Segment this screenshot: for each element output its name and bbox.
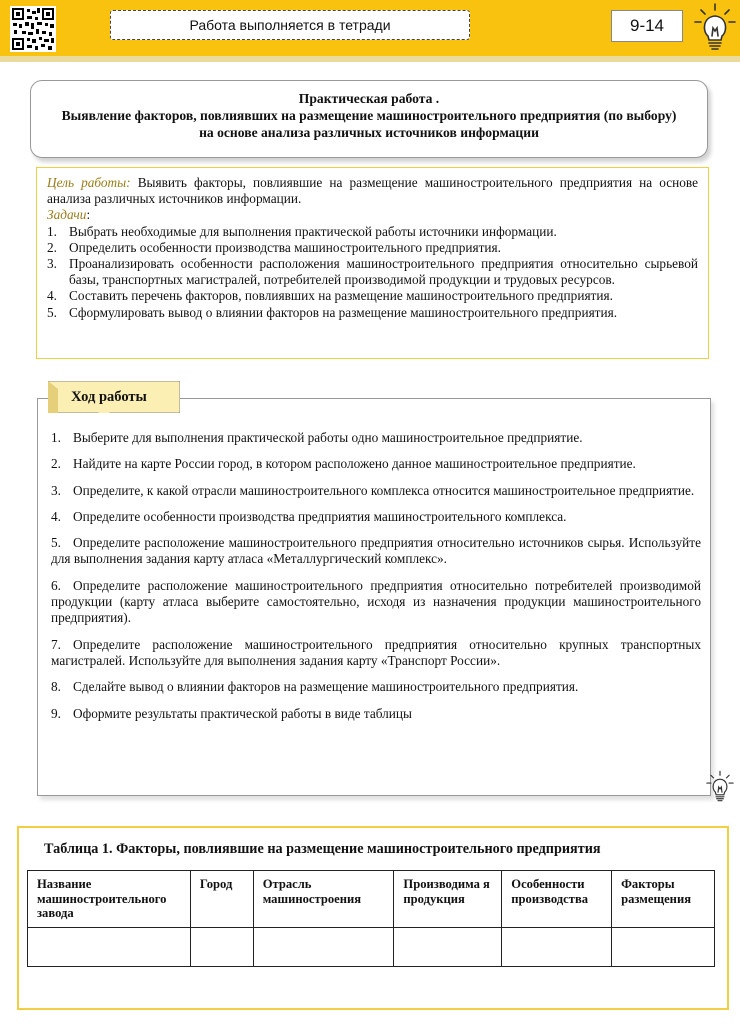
list-item bbox=[47, 224, 698, 240]
step-text: Определите расположение машиностроительного предприятия относительно крупных транспортных магистралей. Используйте для выполнения задания карту «Транспорт России». bbox=[51, 636, 701, 668]
list-item bbox=[51, 509, 701, 525]
column-header: Отрасль машиностроения bbox=[253, 871, 394, 928]
table-title: Таблица 1. Факторы, повлиявшие на размещение машиностроительного предприятия bbox=[44, 841, 601, 857]
step-number: 9. bbox=[51, 705, 61, 721]
task-text: Составить перечень факторов, повлиявших на размещение машиностроительного предприятия. bbox=[69, 288, 613, 304]
task-text: Выбрать необходимые для выполнения практической работы источники информации. bbox=[69, 223, 557, 239]
step-number: 7. bbox=[51, 636, 61, 652]
table-cell[interactable] bbox=[190, 927, 253, 966]
lightbulb-icon bbox=[692, 2, 738, 59]
top-bar-shadow bbox=[0, 56, 740, 62]
step-number: 3. bbox=[51, 482, 61, 498]
step-text: Найдите на карте России город, в котором расположено данное машиностроительное предприятие. bbox=[73, 456, 636, 472]
step-text: Определите особенности производства предприятия машиностроительного комплекса. bbox=[73, 508, 567, 524]
task-number: 4. bbox=[47, 288, 57, 304]
step-text: Определите, к какой отрасли машиностроительного комплекса относится машиностроительное предприятие. bbox=[73, 482, 695, 498]
table-cell[interactable] bbox=[612, 927, 715, 966]
step-text: Определите расположение машиностроительного предприятия относительно потребителей производимой продукции (карту атласа выберите самостоятельно, исходя из назначения продукции машиностроительного предприятия). bbox=[51, 577, 701, 626]
column-header: Производима я продукция bbox=[394, 871, 502, 928]
table-cell[interactable] bbox=[253, 927, 394, 966]
step-number: 4. bbox=[51, 508, 61, 524]
task-number: 1. bbox=[47, 223, 57, 239]
list-item bbox=[51, 456, 701, 472]
list-item bbox=[51, 483, 701, 499]
table-cell[interactable] bbox=[28, 927, 191, 966]
column-header: Город bbox=[190, 871, 253, 928]
workflow-ribbon-label: Ход работы bbox=[71, 388, 147, 405]
table-cell[interactable] bbox=[394, 927, 502, 966]
list-item bbox=[47, 305, 698, 321]
step-number: 2. bbox=[51, 456, 61, 472]
list-item bbox=[47, 288, 698, 304]
list-item bbox=[51, 637, 701, 670]
lightbulb-icon bbox=[705, 766, 735, 813]
page-range: 9-14 bbox=[611, 10, 683, 42]
step-number: 1. bbox=[51, 430, 61, 445]
step-text: Сделайте вывод о влиянии факторов на размещение машиностроительного предприятия. bbox=[73, 679, 579, 695]
list-item bbox=[51, 430, 701, 446]
task-number: 3. bbox=[47, 256, 57, 272]
task-text: Проанализировать особенности расположения машиностроительного предприятия относительно сырьевой базы, транспортных магистралей, потребителей производимой продукции и трудовых ресурсов. bbox=[69, 256, 698, 288]
task-number: 2. bbox=[47, 239, 57, 255]
column-header: Название машиностроительного завода bbox=[28, 871, 191, 928]
list-item bbox=[51, 535, 701, 568]
table-row bbox=[28, 927, 715, 966]
tasks-list bbox=[47, 224, 698, 321]
task-text: Определить особенности производства машиностроительного предприятия. bbox=[69, 239, 501, 255]
task-number: 5. bbox=[47, 304, 57, 320]
goal-paragraph bbox=[47, 175, 698, 207]
step-text: Определите расположение машиностроительного предприятия относительно источников сырья. Используйте для выполнения задания карту атласа «Металлургический комплекс». bbox=[51, 535, 701, 567]
list-item bbox=[47, 240, 698, 256]
list-item bbox=[51, 706, 701, 722]
list-item bbox=[51, 578, 701, 627]
title-line2: Выявление факторов, повлиявших на размещение машиностроительного предприятия (по выбору) на основе анализа различных источников информации bbox=[61, 108, 677, 140]
goal-label: Цель работы: bbox=[47, 175, 131, 190]
goal-box bbox=[36, 167, 709, 359]
step-number: 5. bbox=[51, 535, 61, 551]
table-cell[interactable] bbox=[502, 927, 612, 966]
table-header-row bbox=[28, 871, 715, 928]
list-item bbox=[51, 679, 701, 695]
task-text: Сформулировать вывод о влиянии факторов на размещение машиностроительного предприятия. bbox=[69, 304, 618, 320]
step-text: Оформите результаты практической работы в виде таблицы bbox=[73, 705, 412, 721]
workflow-steps bbox=[51, 430, 701, 732]
factors-table bbox=[27, 870, 715, 967]
tasks-heading bbox=[47, 207, 698, 223]
list-item bbox=[47, 256, 698, 288]
title-box bbox=[30, 80, 708, 158]
tasks-label: Задачи bbox=[47, 207, 87, 223]
column-header: Факторы размещения bbox=[612, 871, 715, 928]
step-number: 6. bbox=[51, 577, 61, 593]
goal-text: Выявить факторы, повлиявшие на размещение машиностроительного предприятия на основе анализа различных источников информации. bbox=[47, 175, 698, 207]
notebook-notice: Работа выполняется в тетради bbox=[110, 10, 470, 40]
step-number: 8. bbox=[51, 679, 61, 695]
title-line1: Практическая работа . bbox=[298, 91, 440, 106]
tasks-colon: : bbox=[86, 207, 91, 223]
column-header: Особенности производства bbox=[502, 871, 612, 928]
qr-code-icon[interactable] bbox=[10, 6, 56, 52]
step-text: Выберите для выполнения практической работы одно машиностроительное предприятие. bbox=[73, 430, 583, 445]
